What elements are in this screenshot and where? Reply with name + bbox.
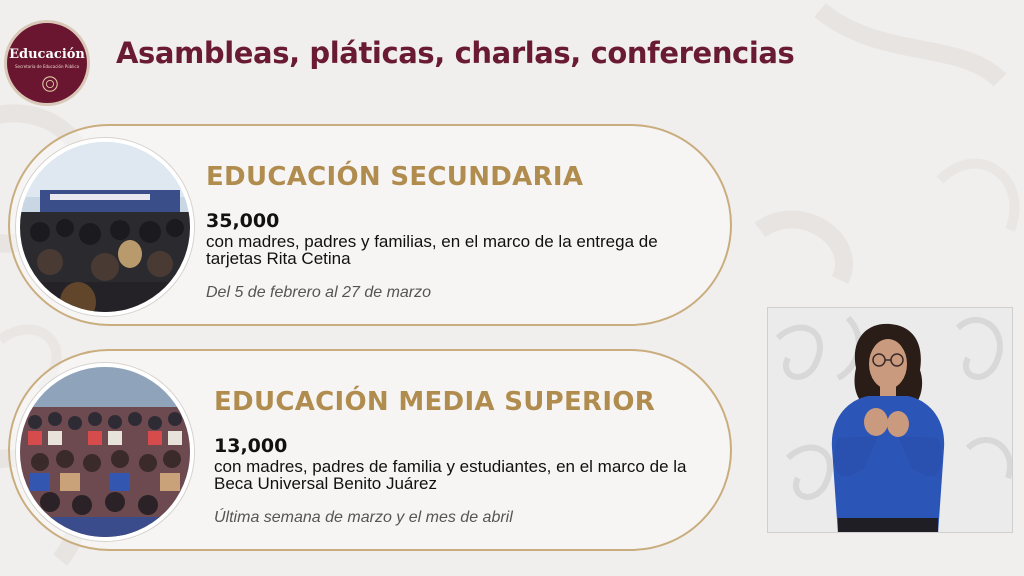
seal-icon xyxy=(41,75,59,93)
card-secundaria xyxy=(8,124,732,326)
card-title: EDUCACIÓN MEDIA SUPERIOR xyxy=(214,387,656,417)
stat-number: 35,000 xyxy=(206,210,280,232)
logo-name: Educación xyxy=(9,47,85,62)
stat-description: con madres, padres de familia y estudiantes, en el marco de la Beca Universal Benito Juárez xyxy=(214,457,687,493)
stat-date: Última semana de marzo y el mes de abril xyxy=(214,509,513,526)
crowd-photo-media-superior xyxy=(16,363,194,541)
page-title: Asambleas, pláticas, charlas, conferencias xyxy=(116,36,795,70)
logo-subtitle: Secretaría de Educación Pública xyxy=(14,64,80,69)
card-media-superior xyxy=(8,349,732,551)
stat-date: Del 5 de febrero al 27 de marzo xyxy=(206,284,432,301)
sign-language-interpreter-video xyxy=(767,307,1013,533)
educacion-logo xyxy=(4,20,90,106)
stat-number: 13,000 xyxy=(214,435,288,457)
crowd-photo-secundaria xyxy=(16,138,194,316)
card-title: EDUCACIÓN SECUNDARIA xyxy=(206,162,584,192)
stat-description: con madres, padres y familias, en el marco de la entrega de tarjetas Rita Cetina xyxy=(206,232,658,268)
